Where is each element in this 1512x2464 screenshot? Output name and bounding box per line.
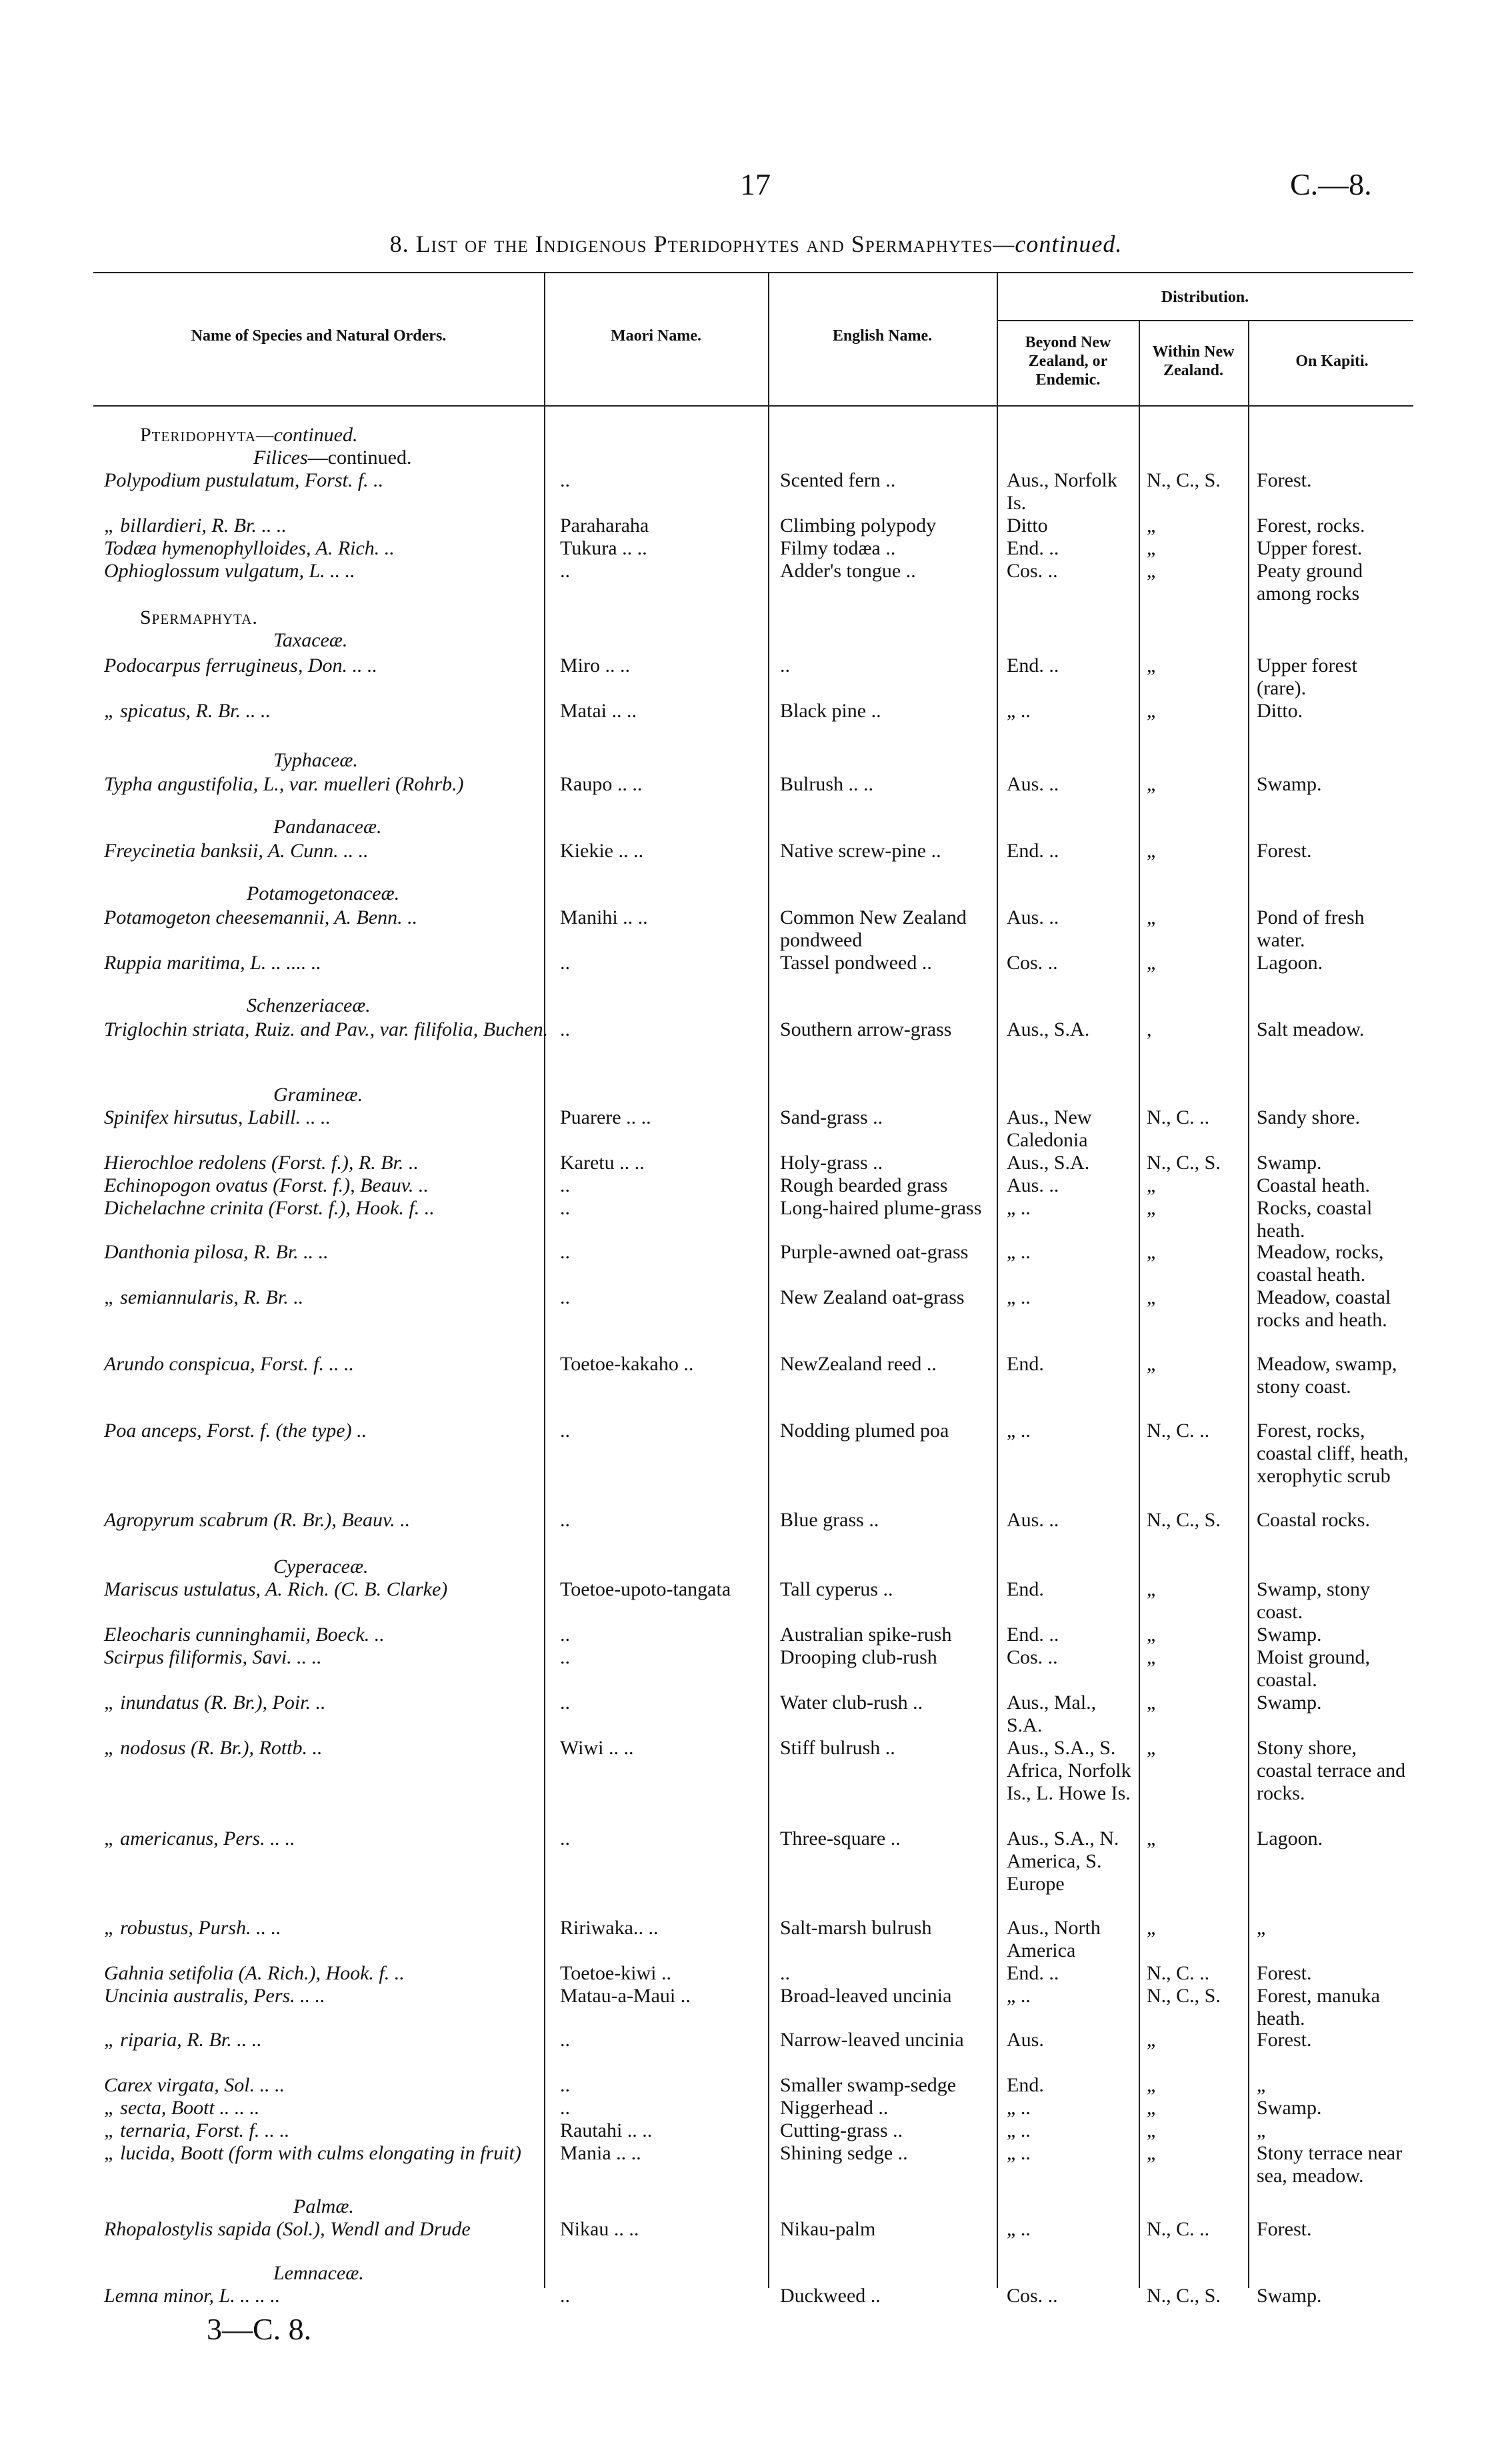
within-cell: „ bbox=[1147, 2074, 1156, 2096]
within-cell: „ bbox=[1147, 654, 1156, 676]
beyond-cell: Aus., Norfolk Is. bbox=[1007, 469, 1117, 514]
within-cell: „ bbox=[1147, 2029, 1156, 2051]
beyond-cell: End. bbox=[1007, 1578, 1044, 1600]
species-cell: „ inundatus (R. Br.), Poir. .. bbox=[104, 1692, 326, 1714]
within-cell: N., C., S. bbox=[1147, 2285, 1221, 2307]
species-cell: Triglochin striata, Ruiz. and Pav., var. filifolia, Buchen. bbox=[104, 1018, 549, 1040]
maori-cell: .. bbox=[560, 1174, 570, 1196]
running-title-main: 8. List of the Indigenous Pteridophytes and Spermaphytes bbox=[389, 231, 993, 257]
kapiti-cell: Peaty ground among rocks bbox=[1257, 560, 1363, 605]
distribution-rule bbox=[997, 320, 1413, 321]
kapiti-cell: Moist ground, coastal. bbox=[1257, 1646, 1371, 1691]
english-cell: New Zealand oat-grass bbox=[780, 1286, 965, 1308]
species-cell: Spinifex hirsutus, Labill. .. .. bbox=[104, 1106, 331, 1128]
section-filices bbox=[253, 447, 411, 469]
english-cell: Nodding plumed poa bbox=[780, 1420, 949, 1442]
section-palmae: Palmæ. bbox=[293, 2195, 354, 2217]
section-spermaphyta: Spermaphyta. bbox=[140, 607, 258, 628]
english-cell: Australian spike-rush bbox=[780, 1624, 952, 1646]
kapiti-cell: Swamp. bbox=[1257, 773, 1322, 795]
maori-cell: Karetu .. .. bbox=[560, 1152, 645, 1174]
beyond-cell: Aus., S.A. bbox=[1007, 1018, 1090, 1040]
beyond-cell: „ .. bbox=[1007, 2119, 1031, 2141]
beyond-cell: End. bbox=[1007, 1353, 1044, 1375]
within-cell: N., C. .. bbox=[1147, 1106, 1210, 1128]
species-cell: Echinopogon ovatus (Forst. f.), Beauv. .. bbox=[104, 1174, 429, 1196]
maori-cell: .. bbox=[560, 1286, 570, 1308]
beyond-cell: Cos. .. bbox=[1007, 2285, 1058, 2307]
kapiti-cell: Forest. bbox=[1257, 2029, 1312, 2051]
col-header-english: English Name. bbox=[832, 327, 933, 345]
within-cell: „ bbox=[1147, 2142, 1156, 2164]
within-cell: „ bbox=[1147, 773, 1156, 795]
maori-cell: Mania .. .. bbox=[560, 2142, 641, 2164]
english-cell: Narrow-leaved uncinia bbox=[780, 2029, 964, 2051]
species-cell: „ nodosus (R. Br.), Rottb. .. bbox=[104, 1737, 323, 1759]
english-cell: Duckweed .. bbox=[780, 2285, 881, 2307]
within-cell: „ bbox=[1147, 537, 1156, 559]
within-cell: N., C. .. bbox=[1147, 2218, 1210, 2240]
species-cell: Ophioglossum vulgatum, L. .. .. bbox=[104, 560, 355, 582]
maori-cell: Manihi .. .. bbox=[560, 906, 648, 928]
kapiti-cell: Coastal rocks. bbox=[1257, 1509, 1370, 1531]
beyond-cell: Aus., New Caledonia bbox=[1007, 1106, 1092, 1151]
english-cell: .. bbox=[780, 654, 790, 676]
beyond-cell: „ .. bbox=[1007, 2097, 1031, 2119]
beyond-cell: Cos. .. bbox=[1007, 560, 1058, 582]
col-header-beyond: Beyond New Zealand, or Endemic. bbox=[1025, 334, 1111, 389]
maori-cell: .. bbox=[560, 1509, 570, 1531]
maori-cell: .. bbox=[560, 2074, 570, 2096]
within-cell: N., C., S. bbox=[1147, 1152, 1221, 1174]
english-cell: Tall cyperus .. bbox=[780, 1578, 893, 1600]
species-cell: „ ternaria, Forst. f. .. .. bbox=[104, 2119, 290, 2141]
maori-cell: .. bbox=[560, 560, 570, 582]
col-header-distribution: Distribution. bbox=[1161, 289, 1249, 306]
maori-cell: Puarere .. .. bbox=[560, 1106, 651, 1128]
beyond-cell: Aus. bbox=[1007, 2029, 1044, 2051]
english-cell: Common New Zealand pondweed bbox=[780, 906, 967, 951]
within-cell: „ bbox=[1147, 1646, 1156, 1668]
kapiti-cell: Coastal heath. bbox=[1257, 1174, 1370, 1196]
document-code: C.—8. bbox=[1290, 167, 1372, 201]
beyond-cell: „ .. bbox=[1007, 2218, 1031, 2240]
kapiti-cell: Lagoon. bbox=[1257, 1828, 1323, 1849]
section-gramineae: Gramineæ. bbox=[273, 1084, 363, 1106]
within-cell: „ bbox=[1147, 840, 1156, 862]
within-cell: „ bbox=[1147, 906, 1156, 928]
kapiti-cell: Forest, manuka heath. bbox=[1257, 1985, 1380, 2029]
section-lemnaceae: Lemnaceæ. bbox=[273, 2262, 364, 2284]
kapiti-cell: Meadow, swamp, stony coast. bbox=[1257, 1353, 1397, 1398]
maori-cell: .. bbox=[560, 2029, 570, 2051]
species-cell: Agropyrum scabrum (R. Br.), Beauv. .. bbox=[104, 1509, 411, 1531]
english-cell: Niggerhead .. bbox=[780, 2097, 889, 2119]
english-cell: Three-square .. bbox=[780, 1828, 901, 1849]
maori-cell: Ririwaka.. .. bbox=[560, 1917, 659, 1939]
col-header-maori: Maori Name. bbox=[611, 327, 701, 345]
english-cell: Blue grass .. bbox=[780, 1509, 879, 1531]
english-cell: Scented fern .. bbox=[780, 469, 896, 491]
beyond-cell: Aus., S.A. bbox=[1007, 1152, 1090, 1174]
english-cell: Stiff bulrush .. bbox=[780, 1737, 895, 1759]
maori-cell: .. bbox=[560, 2285, 570, 2307]
maori-cell: .. bbox=[560, 1692, 570, 1714]
beyond-cell: End. .. bbox=[1007, 1962, 1059, 1984]
english-cell: Smaller swamp-sedge bbox=[780, 2074, 957, 2096]
kapiti-cell: Forest. bbox=[1257, 2218, 1312, 2240]
within-cell: „ bbox=[1147, 1917, 1156, 1939]
maori-cell: Raupo .. .. bbox=[560, 773, 643, 795]
kapiti-cell: Upper forest (rare). bbox=[1257, 654, 1357, 699]
kapiti-cell: Stony shore, coastal terrace and rocks. bbox=[1257, 1737, 1406, 1804]
species-cell: „ lucida, Boott (form with culms elongating in fruit) bbox=[104, 2142, 521, 2164]
species-cell: Mariscus ustulatus, A. Rich. (C. B. Clarke) bbox=[104, 1578, 448, 1600]
kapiti-cell: Meadow, rocks, coastal heath. bbox=[1257, 1241, 1384, 1286]
kapiti-cell: „ bbox=[1257, 1917, 1266, 1939]
kapiti-cell: Sandy shore. bbox=[1257, 1106, 1360, 1128]
kapiti-cell: Forest. bbox=[1257, 469, 1312, 491]
species-cell: Todæa hymenophylloides, A. Rich. .. bbox=[104, 537, 395, 559]
section-typhaceae: Typhaceæ. bbox=[273, 749, 358, 771]
kapiti-cell: Swamp, stony coast. bbox=[1257, 1578, 1371, 1623]
beyond-cell: Aus., S.A., S. Africa, Norfolk Is., L. Howe Is. bbox=[1007, 1737, 1131, 1804]
beyond-cell: „ .. bbox=[1007, 1985, 1031, 2007]
beyond-cell: „ .. bbox=[1007, 2142, 1031, 2164]
header-bottom-rule bbox=[93, 405, 1413, 407]
kapiti-cell: Salt meadow. bbox=[1257, 1018, 1365, 1040]
species-cell: Eleocharis cunninghamii, Boeck. .. bbox=[104, 1624, 385, 1646]
beyond-cell: Aus. .. bbox=[1007, 1509, 1059, 1531]
species-cell: Carex virgata, Sol. .. .. bbox=[104, 2074, 285, 2096]
english-cell: Black pine .. bbox=[780, 700, 881, 722]
species-cell: Typha angustifolia, L., var. muelleri (Rohrb.) bbox=[104, 773, 464, 795]
beyond-cell: „ .. bbox=[1007, 1420, 1031, 1442]
within-cell: „ bbox=[1147, 1828, 1156, 1849]
within-cell: N., C., S. bbox=[1147, 1985, 1221, 2007]
maori-cell: Toetoe-kiwi .. bbox=[560, 1962, 672, 1984]
maori-cell: Paraharaha bbox=[560, 515, 649, 537]
kapiti-cell: Swamp. bbox=[1257, 1692, 1322, 1714]
beyond-cell: Aus., S.A., N. America, S. Europe bbox=[1007, 1828, 1119, 1895]
col-rule-3 bbox=[997, 272, 998, 2288]
species-cell: „ semiannularis, R. Br. .. bbox=[104, 1286, 304, 1308]
english-cell: Climbing polypody bbox=[780, 515, 937, 537]
english-cell: Sand-grass .. bbox=[780, 1106, 883, 1128]
kapiti-cell: Pond of fresh water. bbox=[1257, 906, 1365, 951]
species-cell: Podocarpus ferrugineus, Don. .. .. bbox=[104, 654, 377, 676]
kapiti-cell: Forest. bbox=[1257, 840, 1312, 862]
beyond-cell: Aus., North America bbox=[1007, 1917, 1101, 1961]
kapiti-cell: Swamp. bbox=[1257, 1624, 1322, 1646]
species-cell: Potamogeton cheesemannii, A. Benn. .. bbox=[104, 906, 418, 928]
running-title bbox=[0, 230, 1512, 258]
kapiti-cell: „ bbox=[1257, 2074, 1266, 2096]
maori-cell: .. bbox=[560, 1646, 570, 1668]
kapiti-cell: Forest, rocks. bbox=[1257, 515, 1365, 537]
species-cell: Uncinia australis, Pers. .. .. bbox=[104, 1985, 325, 2007]
species-cell: Scirpus filiformis, Savi. .. .. bbox=[104, 1646, 322, 1668]
running-title-suffix: —continued. bbox=[993, 231, 1123, 257]
beyond-cell: End. .. bbox=[1007, 654, 1059, 676]
within-cell: „ bbox=[1147, 2097, 1156, 2119]
col-rule-5 bbox=[1248, 320, 1249, 2288]
within-cell: „ bbox=[1147, 560, 1156, 582]
beyond-cell: „ .. bbox=[1007, 1241, 1031, 1263]
within-cell: „ bbox=[1147, 1241, 1156, 1263]
within-cell: „ bbox=[1147, 2119, 1156, 2141]
within-cell: „ bbox=[1147, 952, 1156, 974]
english-cell: Long-haired plume-grass bbox=[780, 1197, 982, 1219]
page-number: 17 bbox=[740, 167, 771, 201]
table-top-rule bbox=[93, 272, 1413, 273]
section-pandanaceae: Pandanaceæ. bbox=[273, 816, 382, 838]
section-potamogetonaceae: Potamogetonaceæ. bbox=[247, 882, 400, 904]
english-cell: Tassel pondweed .. bbox=[780, 952, 932, 974]
species-cell: „ riparia, R. Br. .. .. bbox=[104, 2029, 262, 2051]
maori-cell: Toetoe-upoto-tangata bbox=[560, 1578, 731, 1600]
beyond-cell: Cos. .. bbox=[1007, 952, 1058, 974]
within-cell: „ bbox=[1147, 1737, 1156, 1759]
species-cell: „ americanus, Pers. .. .. bbox=[104, 1828, 295, 1849]
maori-cell: .. bbox=[560, 1828, 570, 1849]
species-cell: Ruppia maritima, L. .. .... .. bbox=[104, 952, 321, 974]
maori-cell: .. bbox=[560, 1420, 570, 1442]
kapiti-cell: Forest, rocks, coastal cliff, heath, xerophytic scrub bbox=[1257, 1420, 1409, 1487]
english-cell: Holy-grass .. bbox=[780, 1152, 883, 1174]
english-cell: Cutting-grass .. bbox=[780, 2119, 903, 2141]
species-cell: Arundo conspicua, Forst. f. .. .. bbox=[104, 1353, 354, 1375]
within-cell: „ bbox=[1147, 1174, 1156, 1196]
species-cell: Hierochloe redolens (Forst. f.), R. Br. .. bbox=[104, 1152, 419, 1174]
col-rule-4 bbox=[1139, 320, 1140, 2288]
maori-cell: .. bbox=[560, 1624, 570, 1646]
kapiti-cell: Rocks, coastal heath. bbox=[1257, 1197, 1373, 1242]
maori-cell: .. bbox=[560, 952, 570, 974]
english-cell: Drooping club-rush bbox=[780, 1646, 937, 1668]
kapiti-cell: Swamp. bbox=[1257, 2097, 1322, 2119]
species-cell: Rhopalostylis sapida (Sol.), Wendl and Drude bbox=[104, 2218, 471, 2240]
kapiti-cell: Swamp. bbox=[1257, 1152, 1322, 1174]
beyond-cell: Cos. .. bbox=[1007, 1646, 1058, 1668]
english-cell: Broad-leaved uncinia bbox=[780, 1985, 952, 2007]
col-rule-2 bbox=[768, 272, 769, 2288]
beyond-cell: Aus. .. bbox=[1007, 1174, 1059, 1196]
kapiti-cell: „ bbox=[1257, 2119, 1266, 2141]
maori-cell: Wiwi .. .. bbox=[560, 1737, 634, 1759]
within-cell: N., C. .. bbox=[1147, 1420, 1210, 1442]
beyond-cell: End. .. bbox=[1007, 1624, 1059, 1646]
beyond-cell: Ditto bbox=[1007, 515, 1048, 537]
within-cell: „ bbox=[1147, 1578, 1156, 1600]
kapiti-cell: Forest. bbox=[1257, 1962, 1312, 1984]
beyond-cell: „ .. bbox=[1007, 1286, 1031, 1308]
within-cell: „ bbox=[1147, 700, 1156, 722]
beyond-cell: „ .. bbox=[1007, 700, 1031, 722]
within-cell: „ bbox=[1147, 1197, 1156, 1219]
section-schenzeriaceae: Schenzeriaceæ. bbox=[247, 994, 371, 1016]
maori-cell: .. bbox=[560, 1241, 570, 1263]
section-cyperaceae: Cyperaceæ. bbox=[273, 1556, 369, 1578]
english-cell: Rough bearded grass bbox=[780, 1174, 948, 1196]
english-cell: Adder's tongue .. bbox=[780, 560, 916, 582]
maori-cell: Tukura .. .. bbox=[560, 537, 647, 559]
english-cell: Bulrush .. .. bbox=[780, 773, 874, 795]
beyond-cell: End. .. bbox=[1007, 537, 1059, 559]
beyond-cell: Aus. .. bbox=[1007, 906, 1059, 928]
english-cell: Purple-awned oat-grass bbox=[780, 1241, 969, 1263]
english-cell: Filmy todæa .. bbox=[780, 537, 896, 559]
within-cell: N., C., S. bbox=[1147, 469, 1221, 491]
beyond-cell: Aus. .. bbox=[1007, 773, 1059, 795]
within-cell: „ bbox=[1147, 515, 1156, 537]
english-cell: Native screw-pine .. bbox=[780, 840, 941, 862]
section-filices-label: Filices bbox=[253, 447, 308, 469]
maori-cell: .. bbox=[560, 469, 570, 491]
kapiti-cell: Meadow, coastal rocks and heath. bbox=[1257, 1286, 1391, 1331]
beyond-cell: „ .. bbox=[1007, 1197, 1031, 1219]
english-cell: Nikau-palm bbox=[780, 2218, 876, 2240]
maori-cell: Matai .. .. bbox=[560, 700, 637, 722]
maori-cell: Toetoe-kakaho .. bbox=[560, 1353, 694, 1375]
species-cell: „ spicatus, R. Br. .. .. bbox=[104, 700, 271, 722]
beyond-cell: End. .. bbox=[1007, 840, 1059, 862]
species-cell: Freycinetia banksii, A. Cunn. .. .. bbox=[104, 840, 369, 862]
kapiti-cell: Ditto. bbox=[1257, 700, 1303, 722]
col-header-species: Name of Species and Natural Orders. bbox=[191, 327, 447, 345]
maori-cell: Rautahi .. .. bbox=[560, 2119, 653, 2141]
kapiti-cell: Swamp. bbox=[1257, 2285, 1322, 2307]
kapiti-cell: Upper forest. bbox=[1257, 537, 1363, 559]
maori-cell: .. bbox=[560, 1197, 570, 1219]
within-cell: „ bbox=[1147, 1353, 1156, 1375]
kapiti-cell: Stony terrace near sea, meadow. bbox=[1257, 2142, 1403, 2187]
species-cell: Polypodium pustulatum, Forst. f. .. bbox=[104, 469, 384, 491]
maori-cell: .. bbox=[560, 1018, 570, 1040]
col-header-within: Within New Zealand. bbox=[1152, 343, 1235, 379]
within-cell: „ bbox=[1147, 1624, 1156, 1646]
kapiti-cell: Lagoon. bbox=[1257, 952, 1323, 974]
within-cell: N., C., S. bbox=[1147, 1509, 1221, 1531]
maori-cell: Matau-a-Maui .. bbox=[560, 1985, 691, 2007]
within-cell: , bbox=[1147, 1018, 1152, 1040]
beyond-cell: Aus., Mal., S.A. bbox=[1007, 1692, 1097, 1736]
english-cell: Southern arrow-grass bbox=[780, 1018, 952, 1040]
within-cell: N., C. .. bbox=[1147, 1962, 1210, 1984]
maori-cell: Miro .. .. bbox=[560, 654, 630, 676]
section-pteridophyta-label: Pteridophyta bbox=[140, 424, 256, 446]
english-cell: Water club-rush .. bbox=[780, 1692, 923, 1714]
maori-cell: .. bbox=[560, 2097, 570, 2119]
section-filices-suffix: —continued. bbox=[307, 447, 412, 469]
english-cell: Shining sedge .. bbox=[780, 2142, 908, 2164]
species-cell: „ billardieri, R. Br. .. .. bbox=[104, 515, 287, 537]
maori-cell: Nikau .. .. bbox=[560, 2218, 639, 2240]
species-table bbox=[93, 272, 1413, 2307]
species-cell: Lemna minor, L. .. .. .. bbox=[104, 2285, 281, 2307]
section-taxaceae: Taxaceæ. bbox=[273, 629, 348, 651]
within-cell: „ bbox=[1147, 1692, 1156, 1714]
sheet-code: 3—C. 8. bbox=[207, 2312, 312, 2346]
section-pteridophyta bbox=[140, 424, 357, 447]
english-cell: .. bbox=[780, 1962, 790, 1984]
beyond-cell: End. bbox=[1007, 2074, 1044, 2096]
english-cell: NewZealand reed .. bbox=[780, 1353, 937, 1375]
english-cell: Salt-marsh bulrush bbox=[780, 1917, 932, 1939]
species-cell: Dichelachne crinita (Forst. f.), Hook. f. .. bbox=[104, 1197, 435, 1219]
species-cell: Danthonia pilosa, R. Br. .. .. bbox=[104, 1241, 329, 1263]
col-header-kapiti: On Kapiti. bbox=[1295, 353, 1369, 370]
within-cell: „ bbox=[1147, 1286, 1156, 1308]
species-cell: „ secta, Boott .. .. .. bbox=[104, 2097, 260, 2119]
section-pteridophyta-suffix: —continued. bbox=[256, 424, 358, 446]
species-cell: Poa anceps, Forst. f. (the type) .. bbox=[104, 1420, 367, 1442]
species-cell: „ robustus, Pursh. .. .. bbox=[104, 1917, 281, 1939]
maori-cell: Kiekie .. .. bbox=[560, 840, 643, 862]
species-cell: Gahnia setifolia (A. Rich.), Hook. f. .. bbox=[104, 1962, 405, 1984]
